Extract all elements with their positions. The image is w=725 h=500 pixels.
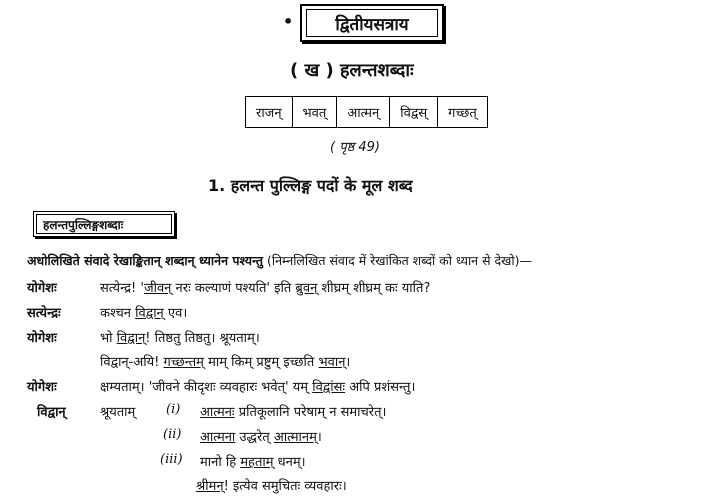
instruction-line: [27, 252, 532, 269]
underlined-word: आत्मानम्: [273, 430, 317, 445]
vidvan-line: [200, 427, 322, 445]
underlined-word: विद्वान्: [116, 331, 146, 346]
underlined-word: विद्वांसः: [312, 380, 346, 395]
dialogue-text: क्षम्यताम्। 'जीवने कीदृशः व्यवहारः भवेत्' यम्: [100, 380, 313, 395]
vidvan-line: [200, 452, 306, 470]
dialogue-text: कश्चन: [100, 306, 136, 321]
item-number: (ii): [163, 427, 182, 442]
instruction-bold: अधोलिखिते संवादे रेखाङ्कितान् शब्दान् ध्यानेन पश्यन्तु: [27, 253, 264, 268]
speaker-label: योगेशः: [27, 331, 57, 346]
underlined-word: गच्छन्तम्: [163, 355, 204, 370]
section-heading: 1. हलन्त पुल्लिङ्ग पदों के मूल शब्द: [208, 176, 413, 195]
dialogue-line: [100, 352, 350, 370]
dialogue-text: ।: [345, 355, 351, 370]
speaker-label: सत्येन्द्रः: [27, 306, 61, 321]
underlined-word: भवान्: [318, 355, 346, 370]
bullet-dot: •: [283, 12, 294, 31]
speaker-label: विद्वान्: [37, 405, 66, 420]
box-label-text: हलन्तपुल्लिङ्गशब्दाः: [36, 214, 172, 234]
vidvan-intro: श्रूयताम्: [100, 405, 136, 420]
title-box: [300, 4, 444, 42]
dialogue-text: ।: [316, 430, 322, 445]
dialogue-text: अपि प्रशंसन्तु।: [345, 380, 416, 395]
dialogue-text: ! इत्येव समुचितः व्यवहारः।: [223, 479, 347, 494]
dialogue-text: विद्वान्-अयि!: [100, 355, 164, 370]
dialogue-text: एव।: [163, 306, 188, 321]
speaker-label: योगेशः: [27, 281, 57, 296]
dialogue-text: धनम्।: [273, 455, 306, 470]
underlined-word: आत्मनः: [200, 405, 235, 420]
underlined-word: श्रीमन्: [196, 479, 224, 494]
word-cell: गच्छत्: [448, 106, 477, 121]
word-cell: राजन्: [246, 97, 293, 127]
underlined-word: आत्मना: [200, 430, 236, 445]
dialogue-line: [100, 278, 430, 296]
underlined-word: महताम्: [240, 455, 274, 470]
dialogue-text: सत्येन्द्र! ': [100, 281, 144, 296]
underlined-word: ब्रुवन्: [295, 281, 318, 296]
word-table: [245, 96, 488, 128]
word-cell: भवत्: [293, 97, 338, 127]
dialogue-text: प्रतिकूलानि परेषाम् न समाचरेत्।: [234, 405, 387, 420]
page-reference: ( पृष्ठ 49): [330, 140, 380, 155]
dialogue-line: [100, 303, 187, 321]
subtitle: ( ख ) हलन्तशब्दाः: [290, 60, 414, 81]
dialogue-text: नरः कल्याणं पश्यति' इति: [171, 281, 296, 296]
vidvan-line: [196, 476, 347, 494]
dialogue-text: माम् किम् प्रष्टुम् इच्छति: [203, 355, 319, 370]
dialogue-text: ! तिष्ठतु तिष्ठतु। श्रूयताम्।: [145, 331, 260, 346]
speaker-label: योगेशः: [27, 380, 57, 395]
instruction-normal: (निम्नलिखित संवाद में रेखांकित शब्दों को ध्यान से देखो)—: [263, 253, 532, 268]
underlined-word: जीवन्: [143, 281, 172, 296]
word-cell: विद्वस्: [390, 97, 438, 127]
item-number: (i): [166, 402, 181, 417]
dialogue-text: मानो हि: [200, 455, 241, 470]
word-cell: आत्मन्: [337, 97, 390, 127]
dialogue-text: शीघ्रम् शीघ्रम् कः याति?: [317, 281, 431, 296]
box-label: [33, 211, 175, 237]
dialogue-text: भो: [100, 331, 117, 346]
vidvan-line: [200, 402, 386, 420]
dialogue-line: [100, 328, 260, 346]
page-title: द्वितीयसत्राय: [306, 9, 438, 37]
item-number: (iii): [160, 452, 183, 467]
underlined-word: विद्वान्: [135, 306, 164, 321]
dialogue-text: उद्धरेत्: [235, 430, 274, 445]
dialogue-line: [100, 377, 415, 395]
